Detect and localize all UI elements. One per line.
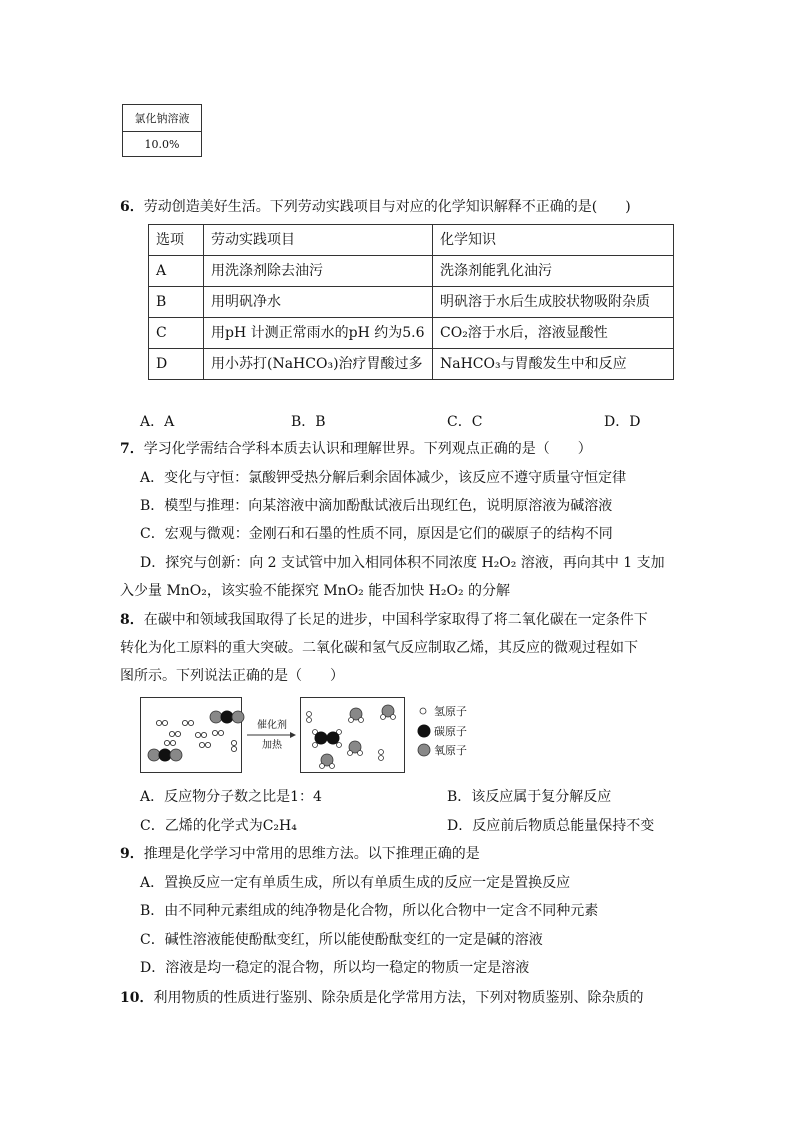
catalyst-label: 催化剂 — [257, 720, 287, 731]
q9-option-a: A．置换反应一定有单质生成，所以有单质生成的反应一定是置换反应 — [140, 875, 571, 891]
question-text: 图所示。下列说法正确的是（ ） — [120, 668, 344, 684]
question-text: 转化为化工原料的重大突破。二氧化碳和氢气反应制取乙烯，其反应的微观过程如下 — [120, 640, 638, 656]
table-header: 化学知识 — [433, 225, 674, 256]
table-row — [149, 349, 674, 380]
q8-option-d: D．反应前后物质总能量保持不变 — [447, 818, 655, 834]
question-9 — [120, 844, 480, 864]
hydrogen-molecules — [156, 720, 236, 751]
table-cell: 用pH 计测正常雨水的pH 约为5.6 — [204, 318, 433, 349]
table-cell: 用小苏打(NaHCO₃)治疗胃酸过多 — [204, 349, 433, 380]
question-6 — [120, 197, 631, 217]
q9-option-b: B．由不同种元素组成的纯净物是化合物，所以化合物中一定含不同种元素 — [140, 903, 599, 919]
table-header: 选项 — [149, 225, 204, 256]
oxygen-atom-icon — [418, 744, 430, 756]
table-row — [149, 287, 674, 318]
table-cell: A — [149, 256, 204, 287]
q7-option-d: D．探究与创新：向 2 支试管中加入相同体积不同浓度 H₂O₂ 溶液，再向其中 1 支加 — [140, 555, 665, 571]
co2-molecule — [148, 749, 182, 762]
question-8 — [120, 610, 648, 630]
hydrogen-atom-icon — [420, 708, 426, 714]
question-7 — [120, 439, 592, 459]
table-cell: C — [149, 318, 204, 349]
carbon-atom-icon — [418, 725, 431, 738]
question-text: 学习化学需结合学科本质去认识和理解世界。下列观点正确的是（ ） — [143, 441, 592, 457]
question-number: 8． — [120, 612, 144, 628]
q6-option-b: B．B — [291, 414, 326, 430]
question-text: 在碳中和领域我国取得了长足的进步，中国科学家取得了将二氧化碳在一定条件下 — [143, 612, 648, 628]
question-text: 推理是化学学习中常用的思维方法。以下推理正确的是 — [143, 846, 480, 862]
table-cell: 明矾溶于水后生成胶状物吸附杂质 — [433, 287, 674, 318]
q7-option-a: A．变化与守恒：氯酸钾受热分解后剩余固体减少，该反应不遵守质量守恒定律 — [140, 470, 627, 486]
heating-label: 加热 — [262, 740, 282, 751]
table-row — [149, 318, 674, 349]
reaction-diagram — [140, 697, 480, 773]
table-header: 劳动实践项目 — [204, 225, 433, 256]
question-number: 7． — [120, 441, 144, 457]
q9-option-c: C．碱性溶液能使酚酞变红，所以能使酚酞变红的一定是碱的溶液 — [140, 932, 543, 948]
question-number: 6． — [120, 199, 144, 215]
q7-option-c: C．宏观与微观：金刚石和石墨的性质不同，原因是它们的碳原子的结构不同 — [140, 526, 613, 542]
table-cell: 洗涤剂能乳化油污 — [433, 256, 674, 287]
q6-option-c: C．C — [447, 414, 483, 430]
q6-option-d: D．D — [604, 414, 641, 430]
question-number: 10． — [120, 990, 154, 1006]
table-row — [149, 256, 674, 287]
q6-option-a: A．A — [140, 414, 175, 430]
table-cell: CO₂溶于水后，溶液显酸性 — [433, 318, 674, 349]
legend-carbon: 碳原子 — [434, 725, 467, 738]
reagent-label — [122, 104, 202, 157]
reagent-concentration: 10.0% — [144, 137, 180, 151]
table-cell: D — [149, 349, 204, 380]
q7-option-b: B．模型与推理：向某溶液中滴加酚酞试液后出现红色，说明原溶液为碱溶液 — [140, 498, 613, 514]
question-number: 9． — [120, 846, 144, 862]
q8-option-c: C．乙烯的化学式为C₂H₄ — [140, 818, 297, 834]
q9-option-d: D．溶液是均一稳定的混合物，所以均一稳定的物质一定是溶液 — [140, 960, 530, 976]
q7-option-d-cont: 入少量 MnO₂，该实验不能探究 MnO₂ 能否加快 H₂O₂ 的分解 — [120, 583, 511, 599]
q8-option-b: B．该反应属于复分解反应 — [447, 789, 612, 805]
q6-table — [148, 224, 674, 380]
legend-hydrogen: 氢原子 — [434, 705, 467, 718]
table-cell: NaHCO₃与胃酸发生中和反应 — [433, 349, 674, 380]
ethylene-molecule — [313, 730, 342, 748]
legend-oxygen: 氧原子 — [434, 744, 467, 757]
table-cell: 用明矾净水 — [204, 287, 433, 318]
reagent-name: 氯化钠溶液 — [123, 105, 201, 132]
arrow-head — [290, 732, 296, 738]
question-text: 利用物质的性质进行鉴别、除杂质是化学常用方法，下列对物质鉴别、除杂质的 — [153, 990, 644, 1006]
question-text: 劳动创造美好生活。下列劳动实践项目与对应的化学知识解释不正确的是( ) — [143, 199, 631, 215]
question-10 — [120, 988, 643, 1008]
table-header-row — [149, 225, 674, 256]
table-cell: B — [149, 287, 204, 318]
table-cell: 用洗涤剂除去油污 — [204, 256, 433, 287]
co2-molecule — [210, 711, 244, 724]
reactants-box — [141, 698, 242, 773]
q8-option-a: A．反应物分子数之比是1：4 — [140, 789, 322, 805]
